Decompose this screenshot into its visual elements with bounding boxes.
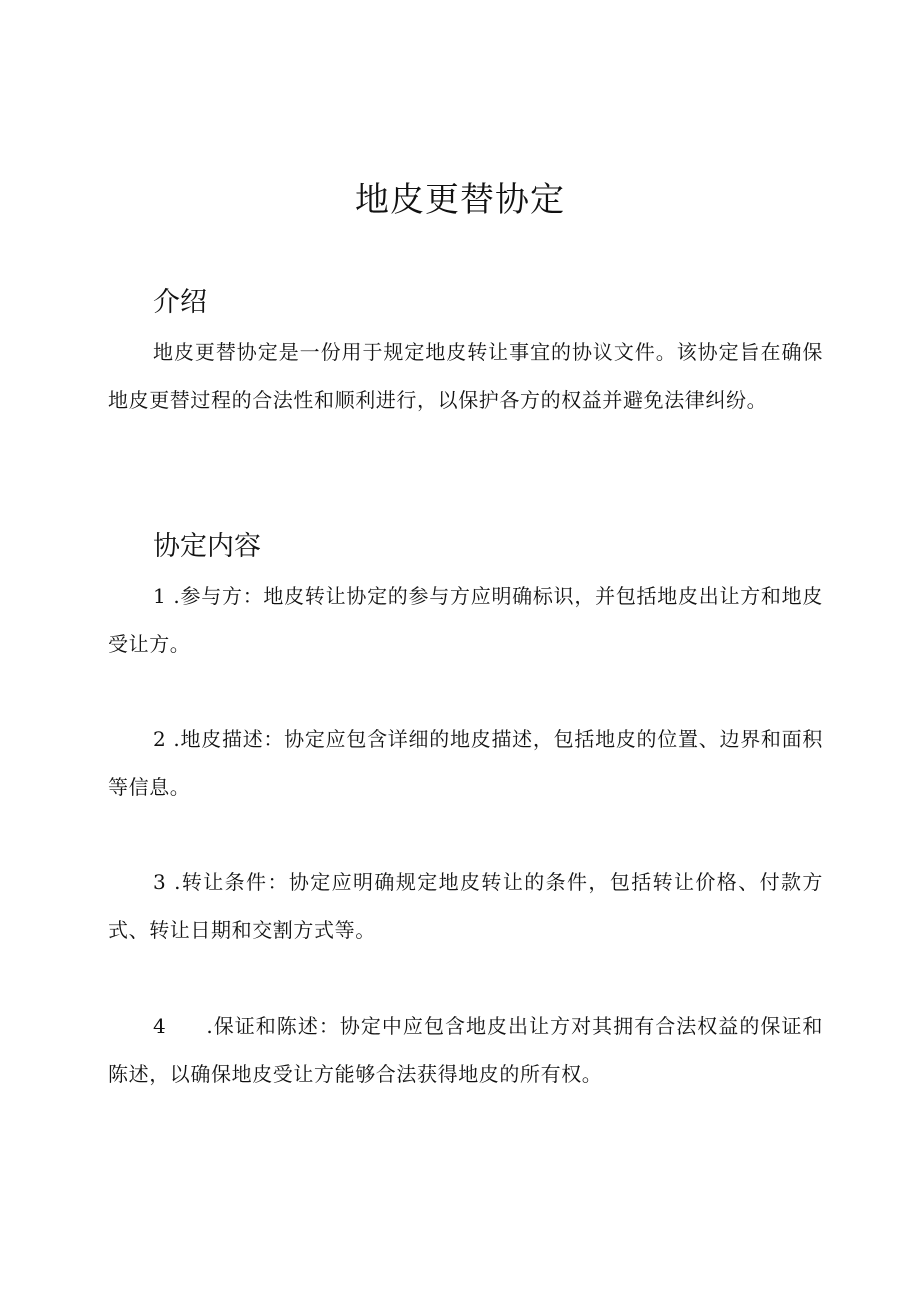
list-item-number: 4: [153, 1014, 167, 1038]
document-title: 地皮更替协定: [355, 180, 565, 220]
section-heading-contents: 协定内容: [153, 531, 261, 562]
list-item-separator: .: [166, 727, 181, 751]
list-item-number: 3: [153, 870, 167, 894]
list-item: [108, 715, 823, 811]
introduction-paragraph: 地皮更替协定是一份用于规定地皮转让事宜的协议文件。该协定旨在确保地皮更替过程的合法性和顺利进行，以保护各方的权益并避免法律纠纷。: [108, 340, 823, 412]
list-item-text: 地皮描述：协定应包含详细的地皮描述，包括地皮的位置、边界和面积等信息。: [108, 727, 823, 799]
list-item-separator: .: [206, 1014, 214, 1038]
list-item-text: 转让条件：协定应明确规定地皮转让的条件，包括转让价格、付款方式、转让日期和交割方式等。: [108, 870, 823, 942]
list-item-separator: .: [166, 584, 181, 608]
list-item: [108, 572, 823, 668]
list-item-text: 保证和陈述：协定中应包含地皮出让方对其拥有合法权益的保证和陈述，以确保地皮受让方能够合法获得地皮的所有权。: [108, 1014, 823, 1086]
list-item: [108, 858, 823, 954]
list-item-separator: .: [166, 870, 182, 894]
section-heading-introduction: 介绍: [153, 287, 207, 318]
list-item-number: 2: [153, 727, 167, 751]
list-item-text: 参与方：地皮转让协定的参与方应明确标识，并包括地皮出让方和地皮受让方。: [108, 584, 823, 656]
list-item: [108, 1002, 823, 1098]
list-item-number: 1: [153, 584, 167, 608]
